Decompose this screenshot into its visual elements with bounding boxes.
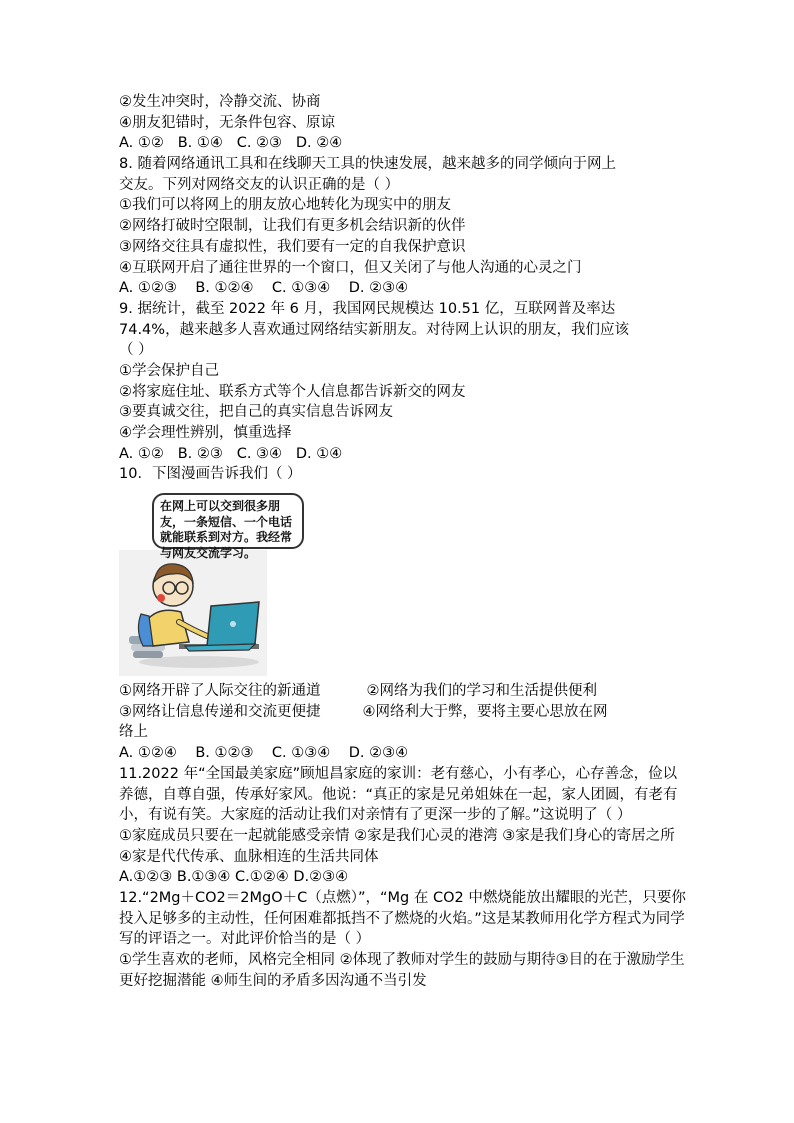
q11-stem: 11.2022 年“全国最美家庭”顾旭昌家庭的家训：老有慈心，小有孝心，心存善念，俭以养德，自尊自强，传承好家风。他说：“真正的家是兄弟姐妹在一起，家人团圆，有老有小，有说有笑。大家庭的活动让我们对亲情有了更深一步的了解。”这说明了（ ） — [119, 765, 678, 824]
q10-option-4-line-1: ④网络利大于弊，要将主要心思放在网 — [362, 703, 608, 720]
q8-stem-line-1: 8. 随着网络通讯工具和在线聊天工具的快速发展，越来越多的同学倾向于网上 — [119, 156, 616, 173]
exam-page — [119, 92, 689, 992]
q9-option-4: ④学会理性辨别，慎重选择 — [119, 425, 292, 441]
q8-stem-line-2: 交友。下列对网络交友的认识正确的是（ ） — [119, 176, 400, 193]
person-at-laptop-icon — [119, 550, 267, 676]
q10-options-row-1 — [119, 681, 689, 702]
q9-option-3: ③要真诚交往，把自己的真实信息告诉网友 — [119, 404, 393, 421]
q9-option-1: ①学会保护自己 — [119, 362, 219, 379]
cartoon-illustration — [119, 550, 267, 676]
q9-stem-line-2: 74.4%，越来越多人喜欢通过网络结实新朋友。对待网上认识的朋友，我们应该 — [119, 321, 630, 338]
q8-option-1: ①我们可以将网上的朋友放心地转化为现实中的朋友 — [119, 197, 451, 214]
speech-bubble: 在网上可以交到很多朋友，一条短信、一个电话就能联系到对方。我经常与网友交流学习。 — [152, 493, 304, 549]
q8-option-3: ③网络交往具有虚拟性，我们要有一定的自我保护意识 — [119, 238, 466, 255]
q10-options-row-2 — [119, 702, 689, 723]
q11-choices: A.①②③ B.①③④ C.①②④ D.②③④ — [119, 869, 349, 886]
q10-stem: 10．下图漫画告诉我们（ ） — [119, 466, 302, 483]
q9-option-2: ②将家庭住址、联系方式等个人信息都告诉新交的网友 — [119, 383, 466, 400]
q12-options: ①学生喜欢的老师，风格完全相同 ②体现了教师对学生的鼓励与期待③目的在于激励学生更好挖掘潜能 ④师生间的矛盾多因沟通不当引发 — [119, 952, 685, 989]
q10-option-1: ①网络开辟了人际交往的新通道 — [119, 683, 321, 700]
q10-choices: A. ①②④ B. ①②③ C. ①③④ D. ②③④ — [119, 745, 409, 762]
q8-option-4: ④互联网开启了通往世界的一个窗口，但又关闭了与他人沟通的心灵之门 — [119, 259, 582, 276]
q8-choices: A. ①②③ B. ①②④ C. ①③④ D. ②③④ — [119, 280, 409, 297]
q9-stem-line-3: （ ） — [119, 342, 153, 359]
q7-option-4: ④朋友犯错时，无条件包容、原谅 — [119, 114, 335, 131]
q11-options: ①家庭成员只要在一起就能感受亲情 ②家是我们心灵的港湾 ③家是我们身心的寄居之所 ④家是代代传承、血脉相连的生活共同体 — [119, 827, 675, 865]
q10-option-4-line-2: 络上 — [119, 724, 148, 741]
q7-option-2: ②发生冲突时，冷静交流、协商 — [119, 94, 321, 110]
q7-choices: A. ①② B. ①④ C. ②③ D. ②④ — [119, 135, 343, 152]
q9-stem-line-1: 9. 据统计，截至 2022 年 6 月，我国网民规模达 10.51 亿，互联网普及率达 — [119, 300, 616, 317]
q10-option-2: ②网络为我们的学习和生活提供便利 — [366, 683, 597, 700]
q8-option-2: ②网络打破时空限制，让我们有更多机会结识新的伙伴 — [119, 218, 466, 235]
q10-cartoon-figure — [119, 485, 689, 677]
q10-option-3: ③网络让信息传递和交流更便捷 — [119, 703, 321, 720]
q9-choices: A. ①② B. ②③ C. ③④ D. ①④ — [119, 445, 343, 462]
q12-stem: 12.“2Mg＋CO2＝2MgO＋C（点燃）”，“Mg 在 CO2 中燃烧能放出耀眼的光芒，只要你投入足够多的主动性，任何困难都抵挡不了燃烧的火焰。”这是某教师用化学方程式为同学写的评语之一。对此评价恰当的是（ ） — [119, 890, 686, 948]
